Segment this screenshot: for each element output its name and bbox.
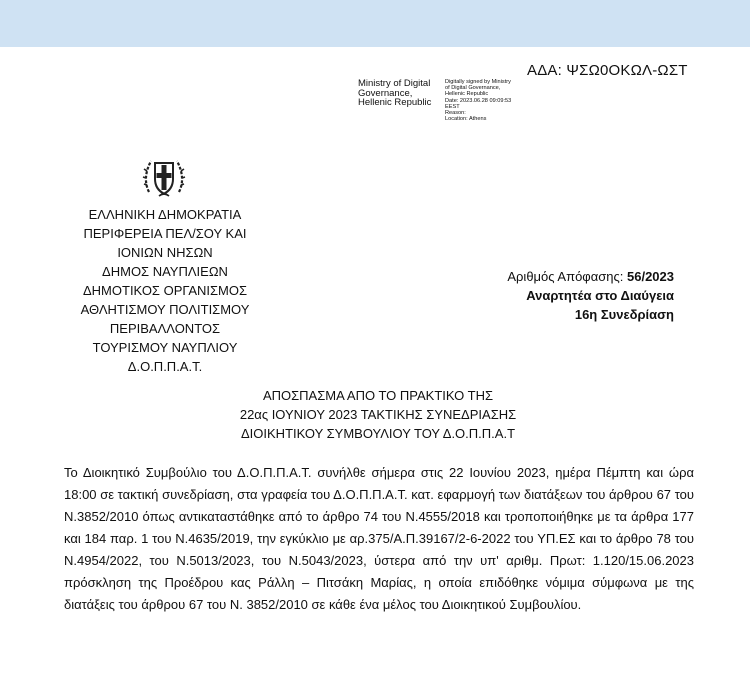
signature-detail-line: Reason: <box>445 110 466 117</box>
digital-signature-signer <box>358 79 431 108</box>
decision-number-label: Αριθμός Απόφασης: <box>507 269 624 284</box>
decision-number <box>400 267 674 286</box>
digital-signature-details <box>445 79 511 122</box>
decision-info <box>400 267 674 324</box>
signer-line: Hellenic Republic <box>358 97 432 108</box>
authority-line: ΕΛΛΗΝΙΚΗ ΔΗΜΟΚΡΑΤΙΑ <box>88 207 242 222</box>
authority-line: ΤΟΥΡΙΣΜΟΥ ΝΑΥΠΛΙΟΥ <box>92 340 238 355</box>
top-banner <box>0 0 750 47</box>
posting-note: Αναρτητέα στο Διαύγεια <box>526 288 674 303</box>
authority-line: ΙΟΝΙΩΝ ΝΗΣΩΝ <box>117 245 213 260</box>
extract-line: 22ας ΙΟΥΝΙΟΥ 2023 ΤΑΚΤΙΚΗΣ ΣΥΝΕΔΡΙΑΣΗΣ <box>239 407 517 422</box>
authority-line: ΑΘΛΗΤΙΣΜΟΥ ΠΟΛΙΤΙΣΜΟΥ <box>80 302 250 317</box>
authority-line: ΠΕΡΙΒΑΛΛΟΝΤΟΣ <box>109 321 221 336</box>
signature-detail-line: Location: Athens <box>445 116 487 123</box>
extract-heading <box>168 386 588 443</box>
authority-line: Δ.Ο.Π.Π.Α.Τ. <box>127 359 203 374</box>
signature-detail-line: Digitally signed by Ministry <box>445 79 511 85</box>
session-number: 16η Συνεδρίαση <box>574 307 674 322</box>
signer-line: Ministry of Digital <box>358 78 431 89</box>
authority-line: ΠΕΡΙΦΕΡΕΙΑ ΠΕΛ/ΣΟΥ ΚΑΙ <box>83 226 247 241</box>
signature-detail-line: Date: 2023.06.28 09:09:53 <box>445 97 512 104</box>
signature-detail-line: EEST <box>445 103 460 110</box>
decision-number-value: 56/2023 <box>627 269 674 284</box>
ada-code: ΑΔΑ: ΨΣΩ0ΟΚΩΛ-ΩΣΤ <box>527 62 688 79</box>
signature-detail-line: of Digital Governance, <box>445 85 501 92</box>
body-paragraph: Το Διοικητικό Συμβούλιο του Δ.Ο.Π.Π.Α.Τ. συνήλθε σήμερα στις 22 Ιουνίου 2023, ημέρα Πέμπτη και ώρα 18:00 σε τακτική συνεδρίαση, στα γραφεία του Δ.Ο.Π.Π.Α.Τ. κατ. εφαρμογή των διατάξεων του άρθρου 67 του Ν.3852/2010 όπως αντικαταστάθηκε από το άρθρο 74 του Ν.4555/2018 και τροποποιήθηκε με τα άρθρα 177 και 184 παρ. 1 του Ν.4635/2019, την εγκύκλιο με αρ.375/Α.Π.39167/2-6-2022 του ΥΠ.ΕΣ και το άρθρο 78 του Ν.4954/2022, του Ν.5013/2023, του Ν.5043/2023, ύστερα από την υπ' αριθμ. Πρωτ: 1.120/15.06.2023 πρόσκληση της Προέδρου κας Ράλλη – Πιτσάκη Μαρίας, η οποία επιδόθηκε νόμιμα σύμφωνα με της διατάξεις του άρθρου 67 του Ν. 3852/2010 σε κάθε ένα μέλος του Διοικητικού Συμβουλίου. <box>64 465 694 612</box>
greek-coat-of-arms-icon <box>139 152 189 202</box>
authority-line: ΔΗΜΟΣ ΝΑΥΠΛΙΕΩΝ <box>102 264 228 279</box>
extract-line: ΑΠΟΣΠΑΣΜΑ ΑΠΟ ΤΟ ΠΡΑΚΤΙΚΟ ΤΗΣ <box>262 388 494 403</box>
signer-line: Governance, <box>358 87 413 99</box>
authority-line: ΔΗΜΟΤΙΚΟΣ ΟΡΓΑΝΙΣΜΟΣ <box>82 283 248 298</box>
issuing-authority <box>55 205 275 376</box>
signature-detail-line: Hellenic Republic <box>445 91 489 98</box>
extract-line: ΔΙΟΙΚΗΤΙΚΟΥ ΣΥΜΒΟΥΛΙΟΥ ΤΟΥ Δ.Ο.Π.Π.Α.Τ <box>240 426 516 441</box>
